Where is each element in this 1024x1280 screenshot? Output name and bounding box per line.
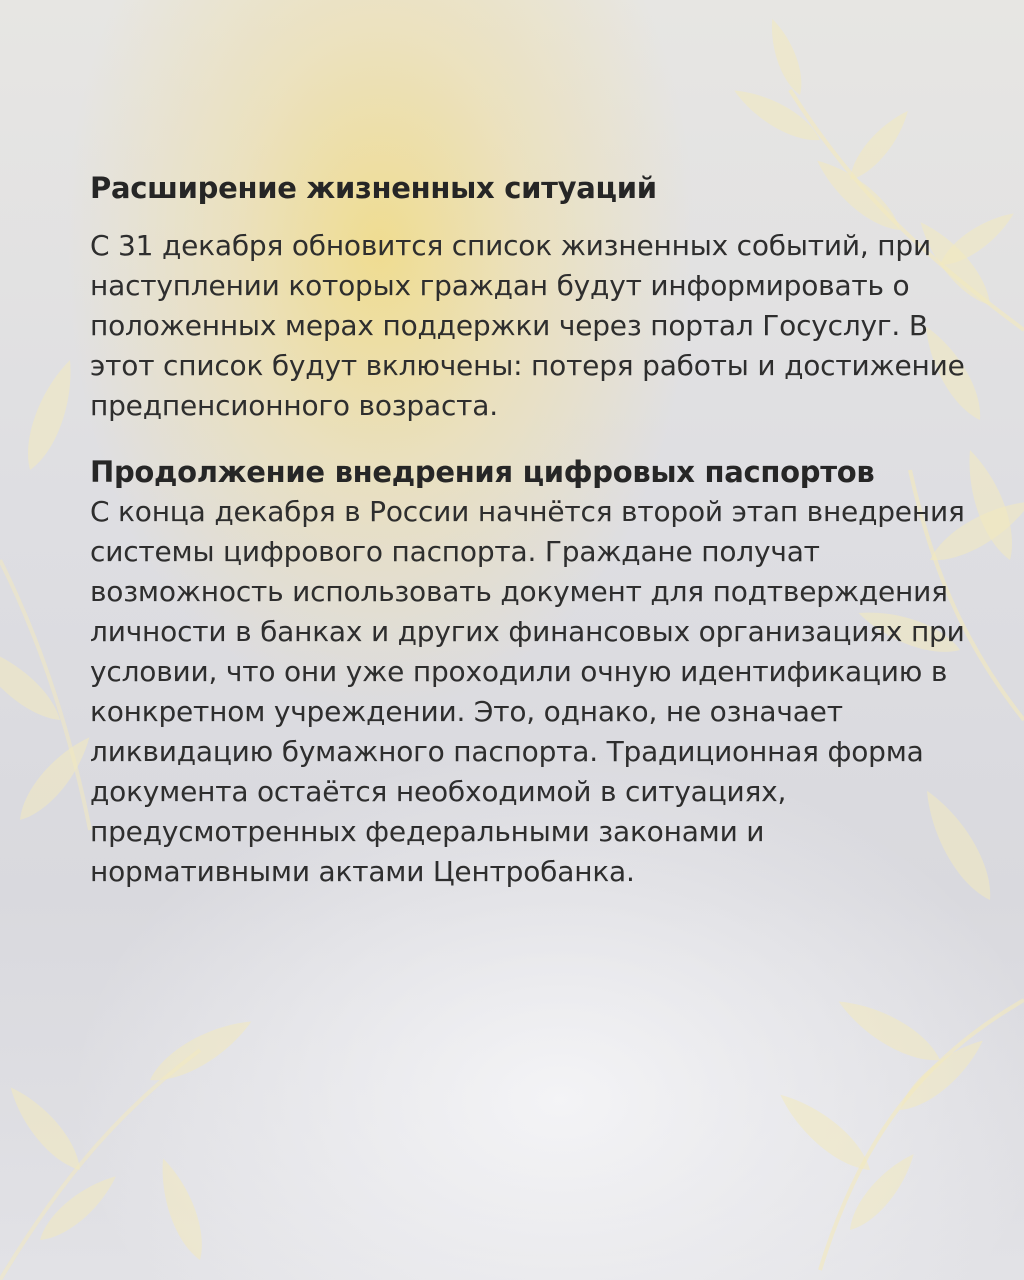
section-text: С 31 декабря обновится список жизненных событий, при наступлении которых граждан будут информировать о положенных мерах поддержки через портал Госуслуг. В этот список будут включены: потеря работы и достижение предпенсионного возраста. [90,229,965,422]
section-life-situations [90,168,970,426]
section-title: Расширение жизненных ситуаций [90,171,657,205]
section-digital-passports [90,452,970,892]
section-title: Продолжение внедрения цифровых паспортов [90,455,875,489]
section-text: С конца декабря в России начнётся второй этап внедрения системы цифрового паспорта. Граждане получат возможность использовать документ для подтверждения личности в банках и других финансовых организациях при условии, что они уже проходили очную идентификацию в конкретном учреждении. Это, однако, не означает ликвидацию бумажного паспорта. Традиционная форма документа остаётся необходимой в ситуациях, предусмотренных федеральными законами и нормативными актами Центробанка. [90,495,965,888]
article [90,168,970,892]
